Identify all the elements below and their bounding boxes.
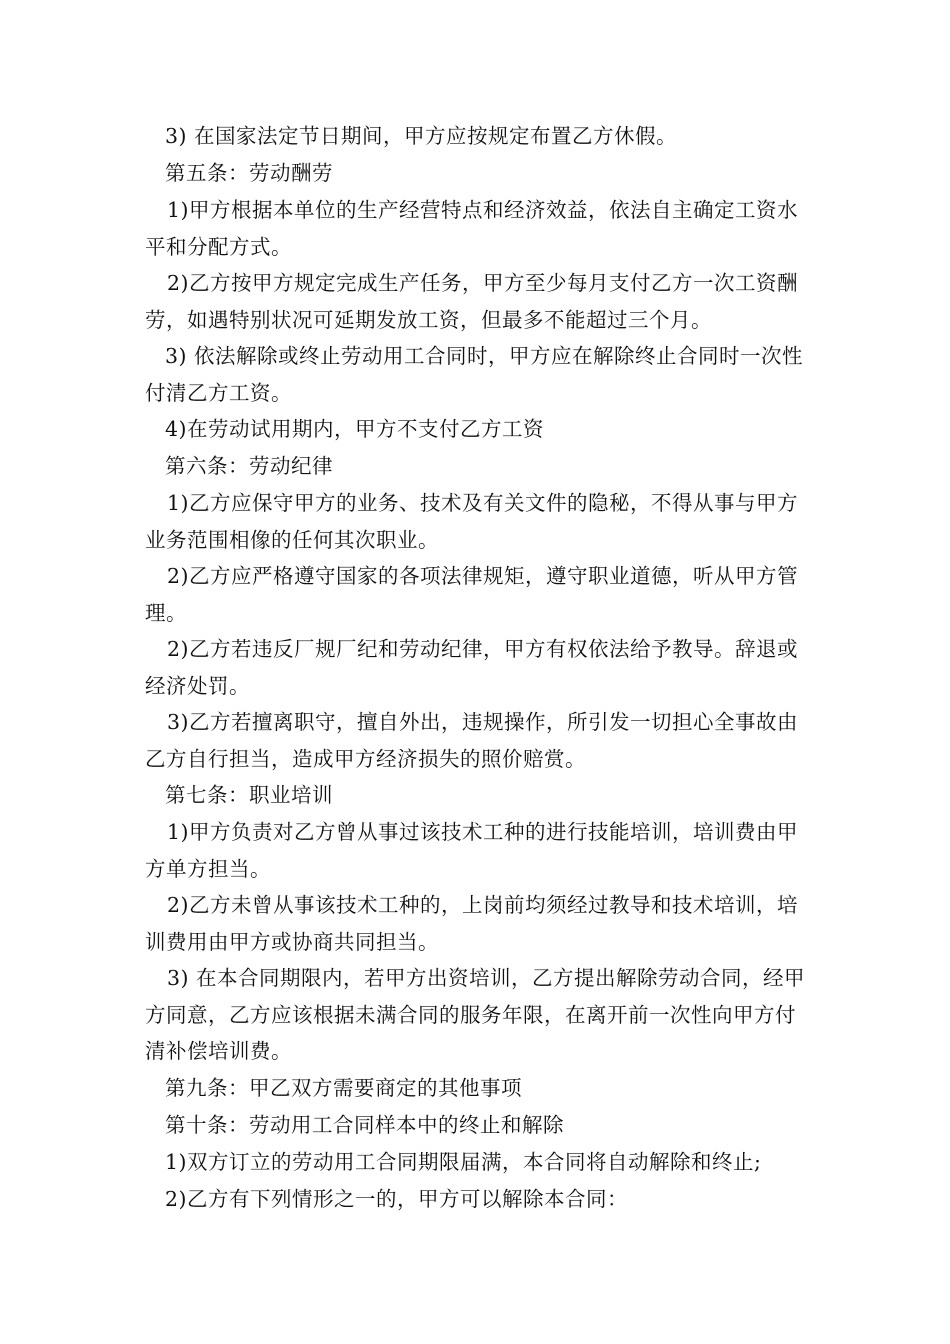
section-heading-article-5: 第五条：劳动酬劳 [165, 161, 333, 185]
paragraph-article-6-item-3: 2)乙方若违反厂规厂纪和劳动纪律，甲方有权依法给予教导。辞退或经济处罚。 [145, 637, 799, 698]
paragraph-article-5-item-1: 1)甲方根据本单位的生产经营特点和经济效益，依法自主确定工资水平和分配方式。 [145, 198, 799, 259]
paragraph-item-holidays: 3) 在国家法定节日期间，甲方应按规定布置乙方休假。 [165, 124, 678, 148]
paragraph-article-10-item-1: 1)双方订立的劳动用工合同期限届满，本合同将自动解除和终止; [165, 1150, 762, 1174]
paragraph-article-7-item-2: 2)乙方未曾从事该技术工种的，上岗前均须经过教导和技术培训，培训费用由甲方或协商共同担当。 [145, 893, 799, 954]
paragraph-article-6-item-2: 2)乙方应严格遵守国家的各项法律规矩，遵守职业道德，听从甲方管理。 [145, 564, 799, 625]
paragraph-article-6-item-1: 1)乙方应保守甲方的业务、技术及有关文件的隐秘，不得从事与甲方业务范围相像的任何其次职业。 [145, 491, 799, 552]
paragraph-article-5-item-4: 4)在劳动试用期内，甲方不支付乙方工资 [165, 417, 545, 441]
paragraph-article-5-item-2: 2)乙方按甲方规定完成生产任务，甲方至少每月支付乙方一次工资酬劳，如遇特别状况可延期发放工资，但最多不能超过三个月。 [145, 271, 799, 332]
paragraph-article-5-item-3: 3) 依法解除或终止劳动用工合同时，甲方应在解除终止合同时一次性付清乙方工资。 [145, 344, 804, 405]
section-heading-article-6: 第六条：劳动纪律 [165, 454, 333, 478]
section-heading-article-9: 第九条：甲乙双方需要商定的其他事项 [165, 1076, 522, 1100]
paragraph-article-7-item-3: 3) 在本合同期限内，若甲方出资培训，乙方提出解除劳动合同，经甲方同意，乙方应该根据未满合同的服务年限，在离开前一次性向甲方付清补偿培训费。 [145, 966, 806, 1063]
paragraph-article-7-item-1: 1)甲方负责对乙方曾从事过该技术工种的进行技能培训，培训费由甲方单方担当。 [145, 820, 799, 881]
paragraph-article-6-item-4: 3)乙方若擅离职守，擅自外出，违规操作，所引发一切担心全事故由乙方自行担当，造成甲方经济损失的照价赔赏。 [145, 710, 799, 771]
section-heading-article-10: 第十条：劳动用工合同样本中的终止和解除 [165, 1113, 564, 1137]
section-heading-article-7: 第七条：职业培训 [165, 783, 333, 807]
paragraph-article-10-item-2: 2)乙方有下列情形之一的，甲方可以解除本合同： [165, 1187, 629, 1211]
